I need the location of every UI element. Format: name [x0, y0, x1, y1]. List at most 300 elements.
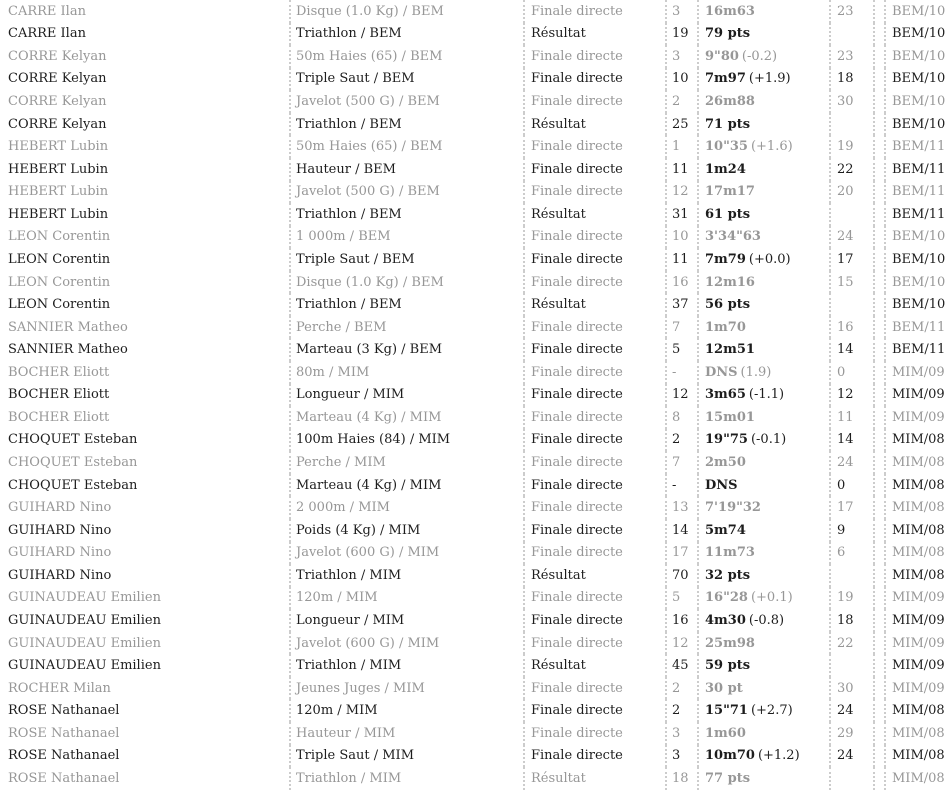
performance-cell [697, 587, 829, 610]
column-spacer [873, 429, 884, 452]
performance-cell [697, 699, 829, 722]
category-label: MIM/08 [884, 767, 945, 790]
table-row [0, 519, 945, 542]
rank-value: 10 [665, 226, 697, 249]
category-label: MIM/09 [884, 677, 945, 700]
points-value: 30 [829, 90, 873, 113]
points-value: 18 [829, 609, 873, 632]
performance-cell [697, 158, 829, 181]
event-name: Triathlon / BEM [289, 293, 523, 316]
athlete-name: GUINAUDEAU Emilien [8, 635, 161, 651]
category-label: BEM/10 [884, 226, 945, 249]
category-label: MIM/08 [884, 519, 945, 542]
result-type: Finale directe [523, 699, 665, 722]
table-row [0, 113, 945, 136]
category-label: BEM/11 [884, 316, 945, 339]
performance-value: 25m98 [705, 635, 755, 651]
rank-value: 2 [665, 699, 697, 722]
points-value: 20 [829, 181, 873, 204]
table-row [0, 677, 945, 700]
table-row [0, 248, 945, 271]
event-name: Marteau (4 Kg) / MIM [289, 474, 523, 497]
table-row [0, 361, 945, 384]
result-type: Finale directe [523, 609, 665, 632]
performance-value: 17m17 [705, 184, 755, 200]
performance-value: 15"71 [705, 703, 748, 719]
points-value: 24 [829, 699, 873, 722]
points-value: 24 [829, 745, 873, 768]
athlete-name: BOCHER Eliott [8, 387, 110, 403]
performance-value: 12m51 [705, 342, 755, 358]
wind-value: (-0.8) [748, 612, 785, 628]
category-label: BEM/10 [884, 45, 945, 68]
category-label: BEM/10 [884, 0, 945, 23]
column-spacer [873, 113, 884, 136]
athlete-name: CORRE Kelyan [8, 116, 107, 132]
category-label: MIM/08 [884, 474, 945, 497]
column-spacer [873, 0, 884, 23]
result-type: Résultat [523, 23, 665, 46]
wind-value: (+0.1) [750, 590, 793, 606]
column-spacer [873, 135, 884, 158]
category-label: MIM/09 [884, 609, 945, 632]
rank-value: 12 [665, 384, 697, 407]
points-value: 19 [829, 135, 873, 158]
athlete-name: CORRE Kelyan [8, 71, 107, 87]
event-name: Triple Saut / BEM [289, 248, 523, 271]
performance-cell [697, 338, 829, 361]
table-row [0, 90, 945, 113]
table-row [0, 587, 945, 610]
points-value: 30 [829, 677, 873, 700]
performance-cell [697, 226, 829, 249]
performance-cell [697, 271, 829, 294]
performance-value: 79 pts [705, 26, 751, 42]
performance-cell [697, 361, 829, 384]
column-spacer [873, 23, 884, 46]
athlete-name: CORRE Kelyan [8, 94, 107, 110]
column-spacer [873, 542, 884, 565]
performance-cell [697, 722, 829, 745]
athlete-name: GUINAUDEAU Emilien [8, 658, 161, 674]
points-value: 16 [829, 316, 873, 339]
event-name: Jeunes Juges / MIM [289, 677, 523, 700]
performance-cell [697, 135, 829, 158]
athlete-name: BOCHER Eliott [8, 409, 110, 425]
category-label: BEM/10 [884, 293, 945, 316]
table-row [0, 632, 945, 655]
table-row [0, 203, 945, 226]
points-value: 17 [829, 248, 873, 271]
table-row [0, 542, 945, 565]
event-name: Marteau (3 Kg) / BEM [289, 338, 523, 361]
athlete-name: GUIHARD Nino [8, 567, 112, 583]
table-row [0, 474, 945, 497]
wind-value: (1.9) [740, 364, 772, 380]
column-spacer [873, 203, 884, 226]
performance-value: 10m70 [705, 748, 755, 764]
athlete-name: ROSE Nathanael [8, 725, 120, 741]
points-value: 23 [829, 45, 873, 68]
performance-cell [697, 23, 829, 46]
points-value: 0 [829, 474, 873, 497]
performance-value: 1m70 [705, 319, 746, 335]
result-type: Finale directe [523, 338, 665, 361]
rank-value: 16 [665, 271, 697, 294]
category-label: BEM/10 [884, 271, 945, 294]
performance-value: 61 pts [705, 206, 751, 222]
table-row [0, 0, 945, 23]
result-type: Finale directe [523, 158, 665, 181]
event-name: Javelot (500 G) / BEM [289, 90, 523, 113]
category-label: BEM/10 [884, 248, 945, 271]
athlete-name: SANNIER Matheo [8, 342, 128, 358]
table-row [0, 429, 945, 452]
athlete-name: CARRE Ilan [8, 3, 86, 19]
column-spacer [873, 45, 884, 68]
athlete-name: LEON Corentin [8, 274, 111, 290]
table-row [0, 68, 945, 91]
column-spacer [873, 745, 884, 768]
rank-value: 7 [665, 316, 697, 339]
event-name: Perche / BEM [289, 316, 523, 339]
column-spacer [873, 226, 884, 249]
event-name: 120m / MIM [289, 587, 523, 610]
points-value [829, 293, 873, 316]
points-value: 29 [829, 722, 873, 745]
rank-value: 11 [665, 158, 697, 181]
rank-value: 13 [665, 496, 697, 519]
column-spacer [873, 90, 884, 113]
category-label: BEM/10 [884, 113, 945, 136]
category-label: MIM/09 [884, 587, 945, 610]
athlete-name: HEBERT Lubin [8, 184, 109, 200]
event-name: 100m Haies (84) / MIM [289, 429, 523, 452]
result-type: Finale directe [523, 677, 665, 700]
table-row [0, 135, 945, 158]
column-spacer [873, 632, 884, 655]
column-spacer [873, 496, 884, 519]
event-name: Triathlon / MIM [289, 564, 523, 587]
performance-value: 26m88 [705, 94, 755, 110]
rank-value: 16 [665, 609, 697, 632]
result-type: Finale directe [523, 384, 665, 407]
performance-value: 4m30 [705, 612, 746, 628]
category-label: MIM/08 [884, 496, 945, 519]
performance-cell [697, 542, 829, 565]
result-type: Finale directe [523, 722, 665, 745]
event-name: Triathlon / BEM [289, 23, 523, 46]
athlete-name: GUINAUDEAU Emilien [8, 590, 161, 606]
column-spacer [873, 181, 884, 204]
rank-value: 5 [665, 338, 697, 361]
performance-cell [697, 406, 829, 429]
result-type: Finale directe [523, 316, 665, 339]
points-value [829, 767, 873, 790]
wind-value: (+1.6) [750, 139, 793, 155]
athlete-name: CORRE Kelyan [8, 48, 107, 64]
performance-value: 16"28 [705, 590, 748, 606]
column-spacer [873, 316, 884, 339]
rank-value: 3 [665, 722, 697, 745]
category-label: MIM/08 [884, 451, 945, 474]
event-name: Triathlon / MIM [289, 654, 523, 677]
performance-cell [697, 113, 829, 136]
performance-value: 1m24 [705, 161, 746, 177]
rank-value: 10 [665, 68, 697, 91]
rank-value: 12 [665, 181, 697, 204]
athlete-name: ROSE Nathanael [8, 703, 120, 719]
column-spacer [873, 609, 884, 632]
category-label: MIM/08 [884, 699, 945, 722]
athlete-name: CHOQUET Esteban [8, 477, 138, 493]
column-spacer [873, 654, 884, 677]
event-name: Triathlon / BEM [289, 113, 523, 136]
category-label: MIM/09 [884, 361, 945, 384]
performance-value: 32 pts [705, 567, 751, 583]
table-row [0, 316, 945, 339]
performance-value: 11m73 [705, 545, 755, 561]
performance-value: 7m97 [705, 71, 746, 87]
wind-value: (+1.9) [748, 71, 791, 87]
event-name: Hauteur / BEM [289, 158, 523, 181]
performance-value: 12m16 [705, 274, 755, 290]
performance-value: 16m63 [705, 3, 755, 19]
points-value [829, 654, 873, 677]
performance-cell [697, 316, 829, 339]
column-spacer [873, 361, 884, 384]
points-value: 24 [829, 451, 873, 474]
result-type: Résultat [523, 293, 665, 316]
rank-value: 2 [665, 677, 697, 700]
points-value: 0 [829, 361, 873, 384]
performance-value: 56 pts [705, 297, 751, 313]
performance-cell [697, 564, 829, 587]
event-name: 80m / MIM [289, 361, 523, 384]
column-spacer [873, 158, 884, 181]
category-label: BEM/10 [884, 68, 945, 91]
performance-value: 3'34"63 [705, 229, 761, 245]
athlete-name: CARRE Ilan [8, 26, 86, 42]
category-label: MIM/09 [884, 654, 945, 677]
performance-cell [697, 248, 829, 271]
table-row [0, 293, 945, 316]
wind-value: (-1.1) [748, 387, 785, 403]
result-type: Finale directe [523, 429, 665, 452]
table-row [0, 226, 945, 249]
result-type: Finale directe [523, 135, 665, 158]
result-type: Finale directe [523, 90, 665, 113]
performance-value: 19"75 [705, 432, 748, 448]
event-name: Triple Saut / MIM [289, 745, 523, 768]
points-value: 19 [829, 587, 873, 610]
result-type: Finale directe [523, 0, 665, 23]
event-name: Javelot (600 G) / MIM [289, 542, 523, 565]
athlete-name: GUINAUDEAU Emilien [8, 612, 161, 628]
performance-value: 59 pts [705, 658, 751, 674]
event-name: 50m Haies (65) / BEM [289, 135, 523, 158]
athlete-name: GUIHARD Nino [8, 500, 112, 516]
rank-value: 3 [665, 45, 697, 68]
performance-cell [697, 203, 829, 226]
points-value: 14 [829, 338, 873, 361]
athlete-name: HEBERT Lubin [8, 161, 109, 177]
rank-value: 3 [665, 745, 697, 768]
performance-value: 15m01 [705, 409, 755, 425]
athlete-name: ROSE Nathanael [8, 748, 120, 764]
table-row [0, 406, 945, 429]
athlete-name: CHOQUET Esteban [8, 455, 138, 471]
points-value: 23 [829, 0, 873, 23]
rank-value: - [665, 361, 697, 384]
event-name: Disque (1.0 Kg) / BEM [289, 271, 523, 294]
category-label: MIM/08 [884, 542, 945, 565]
rank-value: 31 [665, 203, 697, 226]
table-row [0, 384, 945, 407]
table-row [0, 181, 945, 204]
performance-cell [697, 429, 829, 452]
performance-cell [697, 632, 829, 655]
column-spacer [873, 248, 884, 271]
points-value: 14 [829, 429, 873, 452]
result-type: Finale directe [523, 181, 665, 204]
points-value [829, 203, 873, 226]
points-value: 24 [829, 226, 873, 249]
result-type: Résultat [523, 654, 665, 677]
athlete-name: HEBERT Lubin [8, 206, 109, 222]
wind-value: (+1.2) [757, 748, 800, 764]
performance-value: 1m60 [705, 725, 746, 741]
event-name: 2 000m / MIM [289, 496, 523, 519]
performance-cell [697, 609, 829, 632]
points-value [829, 564, 873, 587]
performance-cell [697, 90, 829, 113]
athlete-name: GUIHARD Nino [8, 545, 112, 561]
performance-value: DNS [705, 477, 738, 493]
category-label: MIM/08 [884, 429, 945, 452]
column-spacer [873, 519, 884, 542]
points-value: 15 [829, 271, 873, 294]
table-row [0, 158, 945, 181]
points-value [829, 113, 873, 136]
rank-value: 2 [665, 429, 697, 452]
result-type: Finale directe [523, 474, 665, 497]
column-spacer [873, 767, 884, 790]
result-type: Résultat [523, 203, 665, 226]
category-label: MIM/09 [884, 384, 945, 407]
performance-cell [697, 519, 829, 542]
performance-cell [697, 474, 829, 497]
category-label: MIM/08 [884, 564, 945, 587]
performance-cell [697, 181, 829, 204]
result-type: Finale directe [523, 451, 665, 474]
performance-cell [697, 496, 829, 519]
result-type: Finale directe [523, 519, 665, 542]
event-name: 50m Haies (65) / BEM [289, 45, 523, 68]
rank-value: 19 [665, 23, 697, 46]
column-spacer [873, 677, 884, 700]
result-type: Finale directe [523, 632, 665, 655]
table-row [0, 767, 945, 790]
rank-value: 37 [665, 293, 697, 316]
category-label: BEM/11 [884, 338, 945, 361]
event-name: Javelot (500 G) / BEM [289, 181, 523, 204]
rank-value: 1 [665, 135, 697, 158]
points-value: 18 [829, 68, 873, 91]
category-label: BEM/11 [884, 135, 945, 158]
wind-value: (+2.7) [750, 703, 793, 719]
athlete-name: SANNIER Matheo [8, 319, 128, 335]
performance-cell [697, 68, 829, 91]
athlete-name: ROSE Nathanael [8, 770, 120, 786]
event-name: Marteau (4 Kg) / MIM [289, 406, 523, 429]
rank-value: 11 [665, 248, 697, 271]
performance-value: 30 pt [705, 680, 743, 696]
performance-cell [697, 384, 829, 407]
event-name: Longueur / MIM [289, 609, 523, 632]
category-label: MIM/08 [884, 745, 945, 768]
table-row [0, 338, 945, 361]
performance-value: DNS [705, 364, 738, 380]
performance-value: 10"35 [705, 139, 748, 155]
rank-value: 8 [665, 406, 697, 429]
column-spacer [873, 474, 884, 497]
column-spacer [873, 338, 884, 361]
column-spacer [873, 564, 884, 587]
athlete-name: ROCHER Milan [8, 680, 111, 696]
rank-value: 14 [665, 519, 697, 542]
athlete-name: LEON Corentin [8, 251, 111, 267]
performance-cell [697, 745, 829, 768]
athlete-name: GUIHARD Nino [8, 522, 112, 538]
points-value: 12 [829, 384, 873, 407]
column-spacer [873, 271, 884, 294]
column-spacer [873, 293, 884, 316]
performance-cell [697, 451, 829, 474]
performance-value: 71 pts [705, 116, 751, 132]
points-value [829, 23, 873, 46]
column-spacer [873, 406, 884, 429]
table-row [0, 271, 945, 294]
category-label: MIM/09 [884, 406, 945, 429]
rank-value: 7 [665, 451, 697, 474]
performance-cell [697, 293, 829, 316]
result-type: Finale directe [523, 496, 665, 519]
points-value: 9 [829, 519, 873, 542]
category-label: BEM/11 [884, 158, 945, 181]
performance-cell [697, 0, 829, 23]
category-label: MIM/09 [884, 632, 945, 655]
rank-value: 45 [665, 654, 697, 677]
result-type: Résultat [523, 767, 665, 790]
event-name: Triathlon / BEM [289, 203, 523, 226]
category-label: BEM/10 [884, 23, 945, 46]
table-row [0, 564, 945, 587]
points-value: 6 [829, 542, 873, 565]
result-type: Résultat [523, 113, 665, 136]
performance-cell [697, 654, 829, 677]
column-spacer [873, 587, 884, 610]
event-name: Disque (1.0 Kg) / BEM [289, 0, 523, 23]
column-spacer [873, 722, 884, 745]
result-type: Finale directe [523, 542, 665, 565]
event-name: Longueur / MIM [289, 384, 523, 407]
table-row [0, 654, 945, 677]
category-label: BEM/10 [884, 90, 945, 113]
rank-value: - [665, 474, 697, 497]
points-value: 17 [829, 496, 873, 519]
athlete-name: HEBERT Lubin [8, 139, 109, 155]
